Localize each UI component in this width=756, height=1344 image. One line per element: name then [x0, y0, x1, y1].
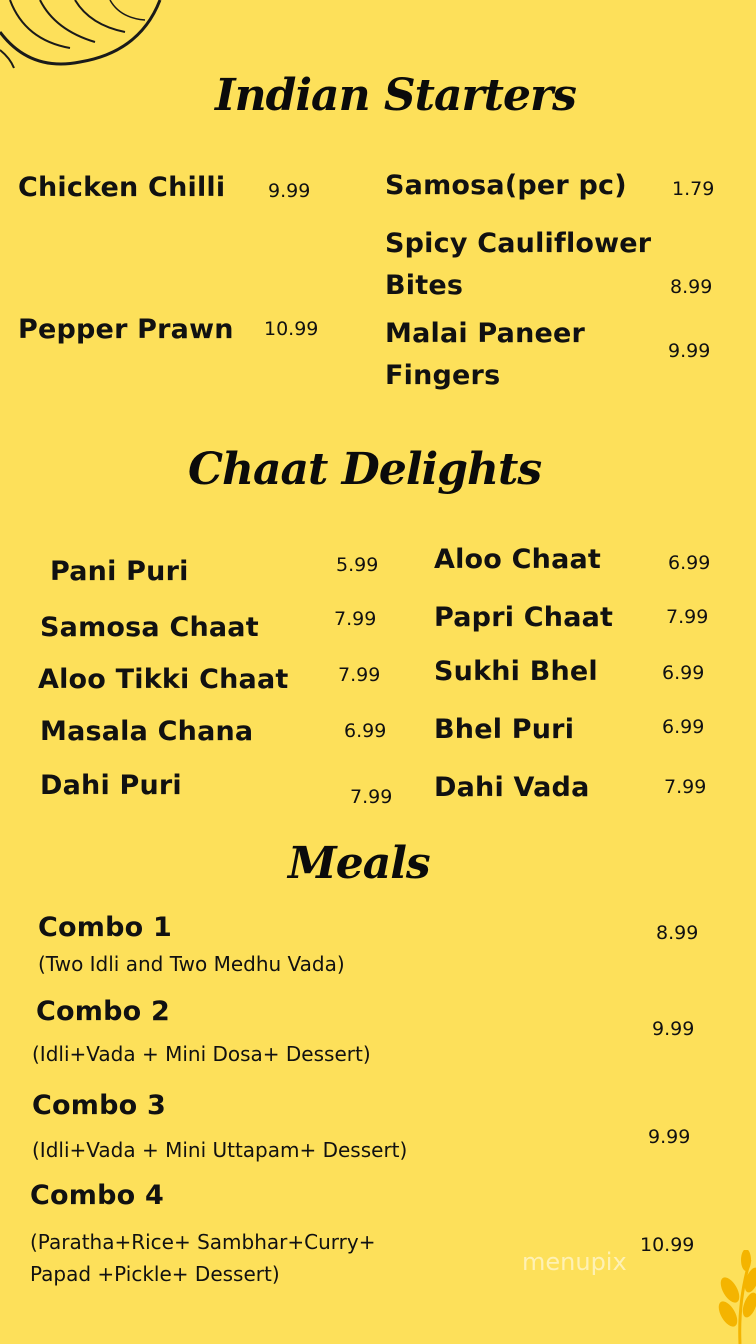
- combo-description-line2: Papad +Pickle+ Dessert): [30, 1262, 280, 1286]
- combo-description: (Two Idli and Two Medhu Vada): [38, 952, 345, 976]
- menu-item-name: Sukhi Bhel: [434, 656, 598, 687]
- combo-price: 10.99: [640, 1234, 695, 1256]
- menu-item-price: 6.99: [344, 720, 387, 742]
- wheat-illustration-icon: [700, 1250, 756, 1344]
- combo-price: 9.99: [652, 1018, 695, 1040]
- watermark: menupix: [522, 1248, 627, 1276]
- menu-item-name: Malai Paneer: [385, 318, 586, 349]
- menu-item-price: 7.99: [350, 786, 393, 808]
- menu-item-name: Aloo Chaat: [434, 544, 602, 575]
- menu-item-price: 7.99: [334, 608, 377, 630]
- menu-item-name: Bhel Puri: [434, 714, 575, 745]
- combo-description: (Idli+Vada + Mini Uttapam+ Dessert): [32, 1138, 408, 1162]
- menu-item-name: Dahi Puri: [40, 770, 182, 801]
- menu-item-price: 10.99: [264, 318, 319, 340]
- section-title-chaat: Chaat Delights: [188, 444, 542, 495]
- menu-item-name-line2: Bites: [385, 270, 464, 301]
- menu-item-price: 9.99: [668, 340, 711, 362]
- combo-name: Combo 1: [38, 912, 172, 943]
- menu-item-name: Samosa(per pc): [385, 170, 627, 201]
- combo-description: (Idli+Vada + Mini Dosa+ Dessert): [32, 1042, 371, 1066]
- menu-item-name: Pepper Prawn: [18, 314, 234, 345]
- combo-price: 9.99: [648, 1126, 691, 1148]
- menu-item-name: Samosa Chaat: [40, 612, 259, 643]
- menu-item-price: 6.99: [662, 716, 705, 738]
- onion-illustration-icon: [0, 0, 170, 72]
- combo-name: Combo 3: [32, 1090, 166, 1121]
- combo-name: Combo 4: [30, 1180, 164, 1211]
- menu-item-name: Spicy Cauliflower: [385, 228, 652, 259]
- menu-item-price: 9.99: [268, 180, 311, 202]
- section-title-meals: Meals: [288, 838, 430, 889]
- combo-description: (Paratha+Rice+ Sambhar+Curry+: [30, 1230, 376, 1254]
- menu-item-price: 7.99: [664, 776, 707, 798]
- section-title-starters: Indian Starters: [215, 70, 576, 121]
- combo-price: 8.99: [656, 922, 699, 944]
- combo-name: Combo 2: [36, 996, 170, 1027]
- menu-item-name: Aloo Tikki Chaat: [38, 664, 289, 695]
- menu-item-price: 6.99: [668, 552, 711, 574]
- menu-item-price: 5.99: [336, 554, 379, 576]
- menu-item-price: 1.79: [672, 178, 715, 200]
- menu-item-price: 7.99: [666, 606, 709, 628]
- menu-item-price: 6.99: [662, 662, 705, 684]
- menu-item-name: Pani Puri: [50, 556, 189, 587]
- menu-item-name-line2: Fingers: [385, 360, 501, 391]
- menu-item-name: Papri Chaat: [434, 602, 614, 633]
- menu-item-price: 7.99: [338, 664, 381, 686]
- menu-item-price: 8.99: [670, 276, 713, 298]
- menu-item-name: Dahi Vada: [434, 772, 590, 803]
- menu-item-name: Chicken Chilli: [18, 172, 226, 203]
- menu-item-name: Masala Chana: [40, 716, 254, 747]
